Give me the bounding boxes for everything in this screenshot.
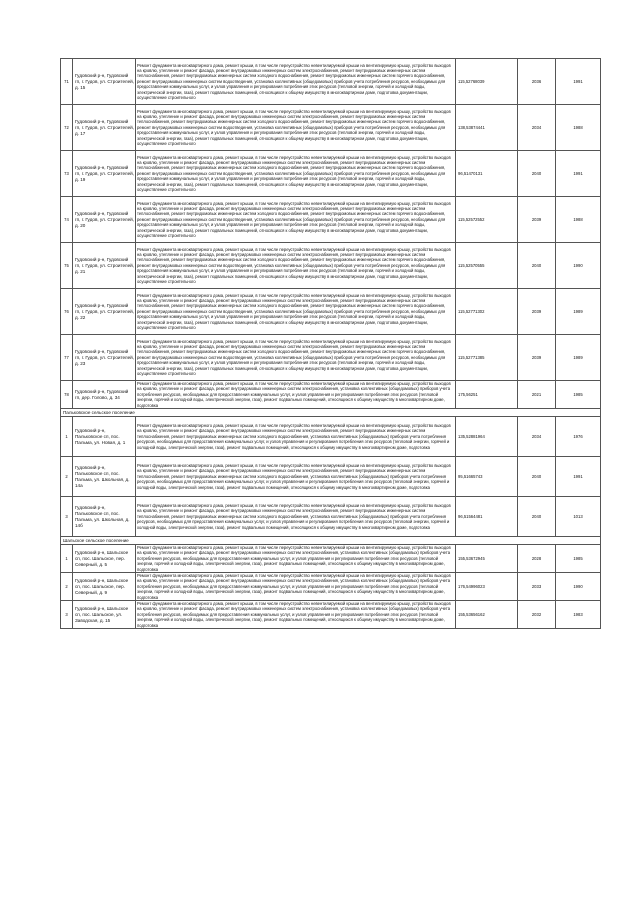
works-list-cell: Ремонт фундамента многоквартирного дома, ремонт крыши, в том числе переустройство невентилируемой крыши на вентилируемую крышу, устройство выходов на кровлю, утепление и ремонт фасада, ремонт внутридомовых инженерных систем электроснабжения, ремонт внутридомовых инженерных систем теплоснабжения, ремонт внутридомовых инженерных систем холодного водоснабжения, установка коллективных (общедомовых) приборов учета потребления ресурсов, необходимых для предоставления коммунальных услуг, и узлов управления и регулирования потребления этих ресурсов (тепловой энергии, горячей и холодной воды, электрической энергии, газа), ремонт подвальных помещений, относящихся к общему имуществу в многоквартирном доме, подготовка <box>136 417 456 457</box>
build-year-cell: 1988 <box>556 197 601 243</box>
row-number-cell: 75 <box>61 243 73 289</box>
planned-year-cell: 2040 <box>518 151 556 197</box>
table-row <box>61 601 601 629</box>
cost-cell: 155,53656162 <box>456 601 518 629</box>
planned-year-cell: 2021 <box>518 381 556 409</box>
row-number-cell: 76 <box>61 289 73 335</box>
row-number-cell: 2 <box>61 573 73 601</box>
planned-year-cell: 2040 <box>518 457 556 497</box>
cost-cell: 115,52572552 <box>456 197 518 243</box>
address-cell: Гудовский р-н, Гудовский гп, дер. Голово, д. 34 <box>73 381 136 409</box>
row-number-cell: 1 <box>61 545 73 573</box>
build-year-cell: 1013 <box>556 497 601 537</box>
section-header-row <box>61 409 601 417</box>
works-list-cell: Ремонт фундамента многоквартирного дома, ремонт крыши, в том числе переустройство невентилируемой крыши на вентилируемую крышу, устройство выходов на кровлю, утепление и ремонт фасада, ремонт внутридомовых инженерных систем электроснабжения, ремонт внутридомовых инженерных систем теплоснабжения, ремонт внутридомовых инженерных систем холодного водоснабжения, ремонт внутридомовых инженерных систем горячего водоснабжения, ремонт внутридомовых инженерных систем водоотведения, установка коллективных (общедомовых) приборов учета потребления ресурсов, необходимых для предоставления коммунальных услуг, и узлов управления и регулирования потребления этих ресурсов (тепловой энергии, горячей и холодной воды, электрической энергии, газа), ремонт подвальных помещений, относящихся к общему имуществу в многоквартирном доме, подготовка документации, осуществление строительного <box>136 59 456 105</box>
table-row <box>61 417 601 457</box>
planned-year-cell: 2039 <box>518 335 556 381</box>
build-year-cell: 1989 <box>556 289 601 335</box>
table-row <box>61 289 601 335</box>
works-list-cell: Ремонт фундамента многоквартирного дома, ремонт крыши, в том числе переустройство невентилируемой крыши на вентилируемую крышу, устройство выходов на кровлю, утепление и ремонт фасада, ремонт внутридомовых инженерных систем электроснабжения, ремонт внутридомовых инженерных систем теплоснабжения, ремонт внутридомовых инженерных систем холодного водоснабжения, ремонт внутридомовых инженерных систем горячего водоснабжения, ремонт внутридомовых инженерных систем водоотведения, установка коллективных (общедомовых) приборов учета потребления ресурсов, необходимых для предоставления коммунальных услуг, и узлов управления и регулирования потребления этих ресурсов (тепловой энергии, горячей и холодной воды, электрической энергии, газа), ремонт подвальных помещений, относящихся к общему имуществу в многоквартирном доме, подготовка документации, осуществление строительного <box>136 335 456 381</box>
row-number-cell: 74 <box>61 197 73 243</box>
cost-cell: 115,52768039 <box>456 59 518 105</box>
table-row <box>61 59 601 105</box>
table-row <box>61 197 601 243</box>
table-row <box>61 105 601 151</box>
table-row <box>61 243 601 289</box>
build-year-cell: 1983 <box>556 601 601 629</box>
table-row <box>61 381 601 409</box>
cost-cell: 95,51665743 <box>456 457 518 497</box>
planned-year-cell: 2039 <box>518 289 556 335</box>
cost-cell: 176,54996023 <box>456 573 518 601</box>
works-list-cell: Ремонт фундамента многоквартирного дома, ремонт крыши, в том числе переустройство невентилируемой крыши на вентилируемую крышу, устройство выходов на кровлю, утепление и ремонт фасада, ремонт внутридомовых инженерных систем электроснабжения, установка коллективных (общедомовых) приборов учета потребления ресурсов, необходимых для предоставления коммунальных услуг, и узлов управления и регулирования потребления этих ресурсов (тепловой энергии, горячей и холодной воды, электрической энергии, газа), ремонт подвальных помещений, относящихся к общему имуществу в многоквартирном доме, подготовка <box>136 381 456 409</box>
build-year-cell: 1990 <box>556 243 601 289</box>
works-list-cell: Ремонт фундамента многоквартирного дома, ремонт крыши, в том числе переустройство невентилируемой крыши на вентилируемую крышу, устройство выходов на кровлю, утепление и ремонт фасада, ремонт внутридомовых инженерных систем электроснабжения, ремонт внутридомовых инженерных систем теплоснабжения, ремонт внутридомовых инженерных систем холодного водоснабжения, ремонт внутридомовых инженерных систем горячего водоснабжения, ремонт внутридомовых инженерных систем водоотведения, установка коллективных (общедомовых) приборов учета потребления ресурсов, необходимых для предоставления коммунальных услуг, и узлов управления и регулирования потребления этих ресурсов (тепловой энергии, горячей и холодной воды, электрической энергии, газа), ремонт подвальных помещений, относящихся к общему имуществу в многоквартирном доме, подготовка документации, осуществление строительного <box>136 289 456 335</box>
planned-year-cell: 2040 <box>518 243 556 289</box>
planned-year-cell: 2039 <box>518 197 556 243</box>
address-cell: Гудовский р-н, Шальское сп, пос. Шальское, пер. Северный, д. 5 <box>73 545 136 573</box>
cost-cell: 155,53672945 <box>456 545 518 573</box>
table-row <box>61 497 601 537</box>
register-sheet <box>60 58 600 629</box>
build-year-cell: 1985 <box>556 545 601 573</box>
works-list-cell: Ремонт фундамента многоквартирного дома, ремонт крыши, в том числе переустройство невентилируемой крыши на вентилируемую крышу, устройство выходов на кровлю, утепление и ремонт фасада, ремонт внутридомовых инженерных систем электроснабжения, ремонт внутридомовых инженерных систем теплоснабжения, ремонт внутридомовых инженерных систем холодного водоснабжения, установка коллективных (общедомовых) приборов учета потребления ресурсов, необходимых для предоставления коммунальных услуг, и узлов управления и регулирования потребления этих ресурсов (тепловой энергии, горячей и холодной воды, электрической энергии, газа), ремонт подвальных помещений, относящихся к общему имуществу в многоквартирном доме, подготовка <box>136 497 456 537</box>
address-cell: Гудовский р-н, Шальское сп, пос. Шальское, пер. Северный, д. 9 <box>73 573 136 601</box>
row-number-cell: 72 <box>61 105 73 151</box>
table-body <box>61 59 601 629</box>
planned-year-cell: 2036 <box>518 59 556 105</box>
section-header-row <box>61 537 601 545</box>
table-row <box>61 457 601 497</box>
address-cell: Гудовский р-н, Гудовский гп, г. Гудов, ул. Строителей, д. 23 <box>73 335 136 381</box>
address-cell: Гудовский р-н, Гудовский гп, г. Гудов, ул. Строителей, д. 15 <box>73 59 136 105</box>
row-number-cell: 78 <box>61 381 73 409</box>
works-list-cell: Ремонт фундамента многоквартирного дома, ремонт крыши, в том числе переустройство невентилируемой крыши на вентилируемую крышу, устройство выходов на кровлю, утепление и ремонт фасада, ремонт внутридомовых инженерных систем электроснабжения, установка коллективных (общедомовых) приборов учета потребления ресурсов, необходимых для предоставления коммунальных услуг, и узлов управления и регулирования потребления этих ресурсов (тепловой энергии, горячей и холодной воды, электрической энергии, газа), ремонт подвальных помещений, относящихся к общему имуществу в многоквартирном доме, подготовка <box>136 545 456 573</box>
build-year-cell: 1990 <box>556 573 601 601</box>
works-list-cell: Ремонт фундамента многоквартирного дома, ремонт крыши, в том числе переустройство невентилируемой крыши на вентилируемую крышу, устройство выходов на кровлю, утепление и ремонт фасада, ремонт внутридомовых инженерных систем электроснабжения, ремонт внутридомовых инженерных систем теплоснабжения, ремонт внутридомовых инженерных систем холодного водоснабжения, ремонт внутридомовых инженерных систем горячего водоснабжения, ремонт внутридомовых инженерных систем водоотведения, установка коллективных (общедомовых) приборов учета потребления ресурсов, необходимых для предоставления коммунальных услуг, и узлов управления и регулирования потребления этих ресурсов (тепловой энергии, горячей и холодной воды, электрической энергии, газа), ремонт подвальных помещений, относящихся к общему имуществу в многоквартирном доме, подготовка документации, осуществление строительного <box>136 105 456 151</box>
cost-cell: 135,52881964 <box>456 417 518 457</box>
table-row <box>61 335 601 381</box>
row-number-cell: 71 <box>61 59 73 105</box>
planned-year-cell: 2033 <box>518 573 556 601</box>
table-row <box>61 545 601 573</box>
works-list-cell: Ремонт фундамента многоквартирного дома, ремонт крыши, в том числе переустройство невентилируемой крыши на вентилируемую крышу, устройство выходов на кровлю, утепление и ремонт фасада, ремонт внутридомовых инженерных систем электроснабжения, ремонт внутридомовых инженерных систем теплоснабжения, ремонт внутридомовых инженерных систем холодного водоснабжения, ремонт внутридомовых инженерных систем горячего водоснабжения, ремонт внутридомовых инженерных систем водоотведения, установка коллективных (общедомовых) приборов учета потребления ресурсов, необходимых для предоставления коммунальных услуг, и узлов управления и регулирования потребления этих ресурсов (тепловой энергии, горячей и холодной воды, электрической энергии, газа), ремонт подвальных помещений, относящихся к общему имуществу в многоквартирном доме, подготовка документации, осуществление строительного <box>136 151 456 197</box>
planned-year-cell: 2034 <box>518 417 556 457</box>
build-year-cell: 1991 <box>556 457 601 497</box>
build-year-cell: 1991 <box>556 151 601 197</box>
cost-cell: 96,51470131 <box>456 151 518 197</box>
row-number-cell: 1 <box>61 417 73 457</box>
works-list-cell: Ремонт фундамента многоквартирного дома, ремонт крыши, в том числе переустройство невентилируемой крыши на вентилируемую крышу, устройство выходов на кровлю, утепление и ремонт фасада, ремонт внутридомовых инженерных систем электроснабжения, ремонт внутридомовых инженерных систем теплоснабжения, ремонт внутридомовых инженерных систем холодного водоснабжения, ремонт внутридомовых инженерных систем горячего водоснабжения, ремонт внутридомовых инженерных систем водоотведения, установка коллективных (общедомовых) приборов учета потребления ресурсов, необходимых для предоставления коммунальных услуг, и узлов управления и регулирования потребления этих ресурсов (тепловой энергии, горячей и холодной воды, электрической энергии, газа), ремонт подвальных помещений, относящихся к общему имуществу в многоквартирном доме, подготовка документации, осуществление строительного <box>136 197 456 243</box>
works-list-cell: Ремонт фундамента многоквартирного дома, ремонт крыши, в том числе переустройство невентилируемой крыши на вентилируемую крышу, устройство выходов на кровлю, утепление и ремонт фасада, ремонт внутридомовых инженерных систем электроснабжения, ремонт внутридомовых инженерных систем теплоснабжения, ремонт внутридомовых инженерных систем холодного водоснабжения, ремонт внутридомовых инженерных систем горячего водоснабжения, ремонт внутридомовых инженерных систем водоотведения, установка коллективных (общедомовых) приборов учета потребления ресурсов, необходимых для предоставления коммунальных услуг, и узлов управления и регулирования потребления этих ресурсов (тепловой энергии, горячей и холодной воды, электрической энергии, газа), ремонт подвальных помещений, относящихся к общему имуществу в многоквартирном доме, подготовка документации, осуществление строительного <box>136 243 456 289</box>
address-cell: Гудовский р-н, Гудовский гп, г. Гудов, ул. Строителей, д. 20 <box>73 197 136 243</box>
row-number-cell: 2 <box>61 457 73 497</box>
cost-cell: 115,52771302 <box>456 289 518 335</box>
address-cell: Гудовский р-н, Гудовский гп, г. Гудов, ул. Строителей, д. 22 <box>73 289 136 335</box>
address-cell: Гудовский р-н, Пальковское сп, пос. Пальма, ул. Новая, д. 1 <box>73 417 136 457</box>
build-year-cell: 1989 <box>556 335 601 381</box>
cost-cell: 175,56251 <box>456 381 518 409</box>
build-year-cell: 1976 <box>556 417 601 457</box>
address-cell: Гудовский р-н, Шальское сп, пос. Шальское, ул. Заводская, д. 15 <box>73 601 136 629</box>
cost-cell: 96,51564481 <box>456 497 518 537</box>
planned-year-cell: 2032 <box>518 601 556 629</box>
row-number-cell: 77 <box>61 335 73 381</box>
housing-repair-table <box>60 58 601 629</box>
planned-year-cell: 2040 <box>518 497 556 537</box>
build-year-cell: 1985 <box>556 381 601 409</box>
row-number-cell: 73 <box>61 151 73 197</box>
works-list-cell: Ремонт фундамента многоквартирного дома, ремонт крыши, в том числе переустройство невентилируемой крыши на вентилируемую крышу, устройство выходов на кровлю, утепление и ремонт фасада, ремонт внутридомовых инженерных систем электроснабжения, ремонт внутридомовых инженерных систем теплоснабжения, ремонт внутридомовых инженерных систем холодного водоснабжения, установка коллективных (общедомовых) приборов учета потребления ресурсов, необходимых для предоставления коммунальных услуг, и узлов управления и регулирования потребления этих ресурсов (тепловой энергии, горячей и холодной воды, электрической энергии, газа), ремонт подвальных помещений, относящихся к общему имуществу в многоквартирном доме, подготовка <box>136 457 456 497</box>
address-cell: Гудовский р-н, Пальковское сп, пос. Пальма, ул. Школьная, д. 14а <box>73 457 136 497</box>
works-list-cell: Ремонт фундамента многоквартирного дома, ремонт крыши, в том числе переустройство невентилируемой крыши на вентилируемую крышу, устройство выходов на кровлю, утепление и ремонт фасада, ремонт внутридомовых инженерных систем электроснабжения, установка коллективных (общедомовых) приборов учета потребления ресурсов, необходимых для предоставления коммунальных услуг, и узлов управления и регулирования потребления этих ресурсов (тепловой энергии, горячей и холодной воды, электрической энергии, газа), ремонт подвальных помещений, относящихся к общему имуществу в многоквартирном доме, подготовка <box>136 573 456 601</box>
row-number-cell: 3 <box>61 601 73 629</box>
section-title: Шальское сельское поселение <box>61 537 601 545</box>
planned-year-cell: 2034 <box>518 105 556 151</box>
address-cell: Гудовский р-н, Гудовский гп, г. Гудов, ул. Строителей, д. 17 <box>73 105 136 151</box>
section-title: Пальковское сельское поселение <box>61 409 601 417</box>
cost-cell: 138,53874441 <box>456 105 518 151</box>
cost-cell: 115,52570555 <box>456 243 518 289</box>
cost-cell: 115,52771385 <box>456 335 518 381</box>
table-row <box>61 573 601 601</box>
works-list-cell: Ремонт фундамента многоквартирного дома, ремонт крыши, в том числе переустройство невентилируемой крыши на вентилируемую крышу, устройство выходов на кровлю, утепление и ремонт фасада, ремонт внутридомовых инженерных систем электроснабжения, установка коллективных (общедомовых) приборов учета потребления ресурсов, необходимых для предоставления коммунальных услуг, и узлов управления и регулирования потребления этих ресурсов (тепловой энергии, горячей и холодной воды, электрической энергии, газа), ремонт подвальных помещений, относящихся к общему имуществу в многоквартирном доме, подготовка <box>136 601 456 629</box>
address-cell: Гудовский р-н, Гудовский гп, г. Гудов, ул. Строителей, д. 21 <box>73 243 136 289</box>
row-number-cell: 3 <box>61 497 73 537</box>
planned-year-cell: 2028 <box>518 545 556 573</box>
address-cell: Гудовский р-н, Гудовский гп, г. Гудов, ул. Строителей, д. 19 <box>73 151 136 197</box>
build-year-cell: 1988 <box>556 105 601 151</box>
address-cell: Гудовский р-н, Пальковское сп, пос. Пальма, ул. Школьная, д. 14б <box>73 497 136 537</box>
build-year-cell: 1991 <box>556 59 601 105</box>
table-row <box>61 151 601 197</box>
